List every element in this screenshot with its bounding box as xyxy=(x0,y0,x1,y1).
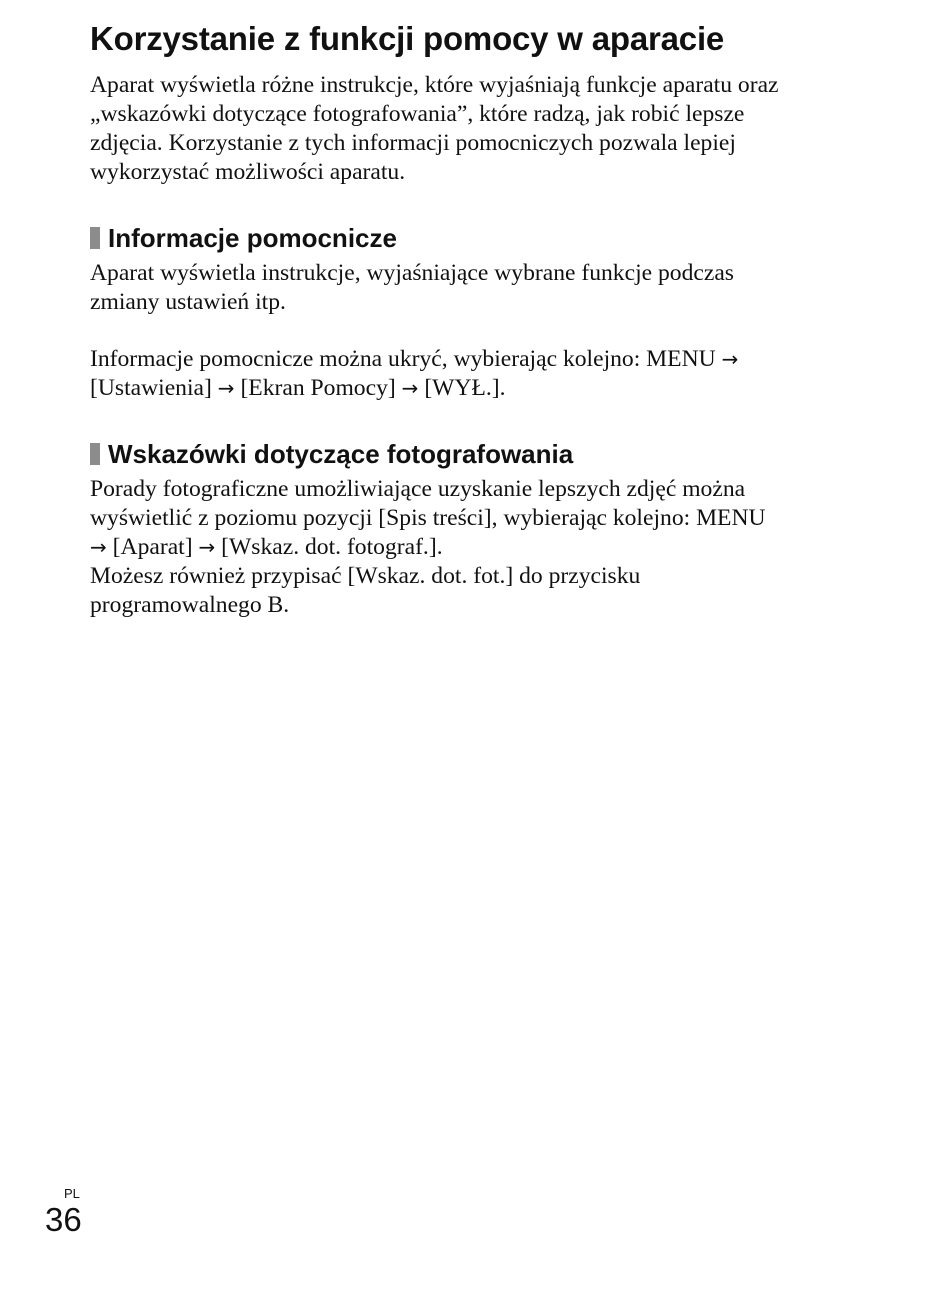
tips-paragraph xyxy=(90,475,766,620)
tips-line xyxy=(90,533,766,562)
help-line xyxy=(90,374,738,403)
menu-path-item: [WYŁ.]. xyxy=(424,375,506,401)
tips-line: wyświetlić z poziomu pozycji [Spis treści], wybierając kolejno: MENU xyxy=(90,505,766,531)
menu-path-item: [Ekran Pomocy] xyxy=(240,375,396,401)
help-paragraph-1 xyxy=(90,259,734,317)
heading-marker-icon xyxy=(90,227,100,249)
menu-path-item: [Aparat] xyxy=(112,534,193,560)
section-heading-tips xyxy=(90,437,573,471)
tips-line: Porady fotograficzne umożliwiające uzyskanie lepszych zdjęć można xyxy=(90,476,746,502)
page-number: 36 xyxy=(45,1201,82,1238)
heading-marker-icon xyxy=(90,443,100,465)
menu-path-item: [Ustawienia] xyxy=(90,375,212,401)
intro-line: wykorzystać możliwości aparatu. xyxy=(90,159,406,185)
tips-line: programowalnego B. xyxy=(90,592,290,618)
section-heading-label: Informacje pomocnicze xyxy=(108,223,397,253)
section-heading-label: Wskazówki dotyczące fotografowania xyxy=(108,439,574,469)
section-heading-help xyxy=(90,221,397,255)
arrow-right-icon: → xyxy=(198,535,216,559)
help-line xyxy=(90,345,738,374)
tips-line: Możesz również przypisać [Wskaz. dot. fot.] do przycisku xyxy=(90,563,641,589)
intro-paragraph xyxy=(90,71,779,187)
intro-line: Aparat wyświetla różne instrukcje, które wyjaśniają funkcje aparatu oraz xyxy=(90,72,779,98)
help-menu-path-text: Informacje pomocnicze można ukryć, wybierając kolejno: MENU xyxy=(90,346,716,372)
menu-path-item: [Wskaz. dot. fotograf.]. xyxy=(221,534,443,560)
help-line: Aparat wyświetla instrukcje, wyjaśniające wybrane funkcje podczas xyxy=(90,260,734,286)
help-paragraph-2 xyxy=(90,345,738,403)
help-line: zmiany ustawień itp. xyxy=(90,289,286,315)
arrow-right-icon: → xyxy=(721,347,739,371)
page-title: Korzystanie z funkcji pomocy w aparacie xyxy=(90,20,725,57)
language-code: PL xyxy=(64,1186,80,1201)
intro-line: zdjęcia. Korzystanie z tych informacji pomocniczych pozwala lepiej xyxy=(90,130,736,156)
arrow-right-icon: → xyxy=(401,376,419,400)
arrow-right-icon: → xyxy=(90,535,107,559)
arrow-right-icon: → xyxy=(217,376,235,400)
intro-line: „wskazówki dotyczące fotografowania”, które radzą, jak robić lepsze xyxy=(90,101,745,127)
